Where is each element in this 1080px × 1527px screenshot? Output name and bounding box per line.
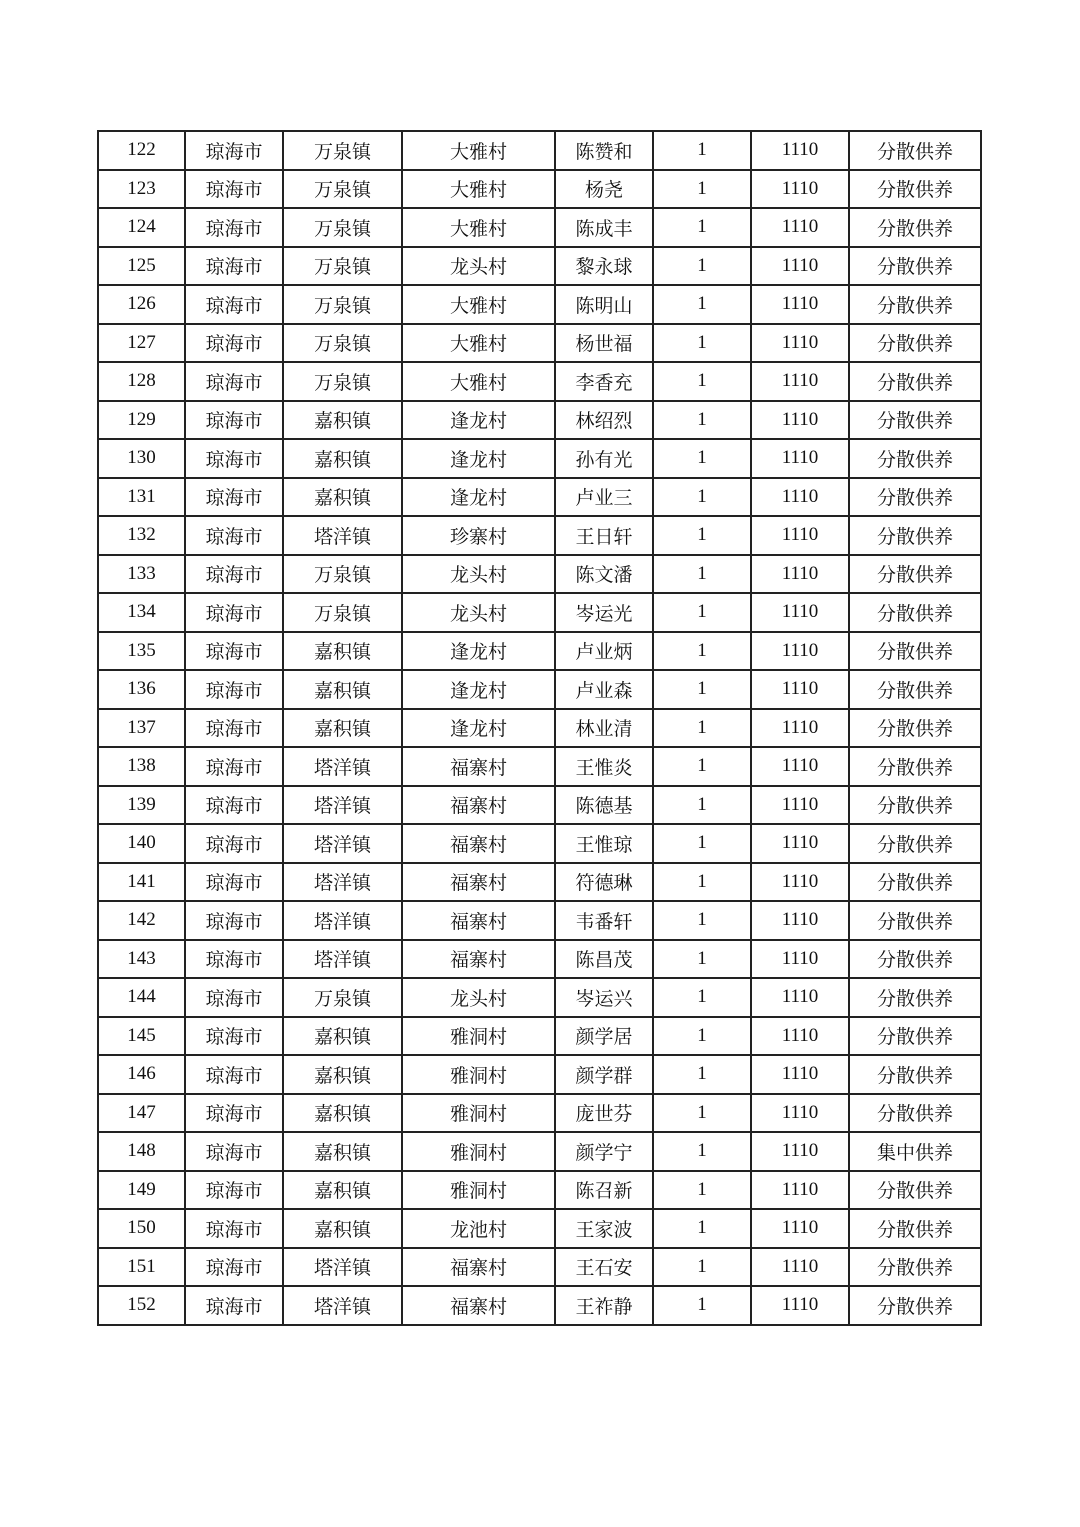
village-cell: 大雅村 bbox=[402, 362, 555, 401]
support-type-cell: 分散供养 bbox=[849, 1017, 981, 1056]
name-cell: 陈文潘 bbox=[555, 555, 653, 594]
village-cell: 大雅村 bbox=[402, 324, 555, 363]
town-cell: 嘉积镇 bbox=[283, 439, 402, 478]
row-index: 140 bbox=[98, 824, 185, 863]
name-cell: 韦番轩 bbox=[555, 901, 653, 940]
town-cell: 万泉镇 bbox=[283, 131, 402, 170]
table-row bbox=[98, 786, 981, 825]
support-type-cell: 分散供养 bbox=[849, 786, 981, 825]
village-cell: 大雅村 bbox=[402, 208, 555, 247]
town-cell: 塔洋镇 bbox=[283, 1248, 402, 1287]
table-row bbox=[98, 1094, 981, 1133]
amount-cell: 1110 bbox=[751, 362, 849, 401]
village-cell: 福寨村 bbox=[402, 786, 555, 825]
count-cell: 1 bbox=[653, 863, 751, 902]
row-index: 122 bbox=[98, 131, 185, 170]
row-index: 132 bbox=[98, 516, 185, 555]
city-cell: 琼海市 bbox=[185, 940, 283, 979]
count-cell: 1 bbox=[653, 901, 751, 940]
city-cell: 琼海市 bbox=[185, 1017, 283, 1056]
table-row bbox=[98, 978, 981, 1017]
row-index: 126 bbox=[98, 285, 185, 324]
name-cell: 卢业森 bbox=[555, 670, 653, 709]
village-cell: 福寨村 bbox=[402, 747, 555, 786]
name-cell: 杨尧 bbox=[555, 170, 653, 209]
count-cell: 1 bbox=[653, 170, 751, 209]
support-type-cell: 分散供养 bbox=[849, 401, 981, 440]
table-row bbox=[98, 670, 981, 709]
town-cell: 塔洋镇 bbox=[283, 863, 402, 902]
amount-cell: 1110 bbox=[751, 670, 849, 709]
amount-cell: 1110 bbox=[751, 901, 849, 940]
table-row bbox=[98, 1055, 981, 1094]
city-cell: 琼海市 bbox=[185, 439, 283, 478]
town-cell: 嘉积镇 bbox=[283, 632, 402, 671]
town-cell: 嘉积镇 bbox=[283, 1017, 402, 1056]
support-type-cell: 分散供养 bbox=[849, 208, 981, 247]
amount-cell: 1110 bbox=[751, 1171, 849, 1210]
count-cell: 1 bbox=[653, 1209, 751, 1248]
city-cell: 琼海市 bbox=[185, 786, 283, 825]
support-type-cell: 分散供养 bbox=[849, 324, 981, 363]
table-row bbox=[98, 439, 981, 478]
count-cell: 1 bbox=[653, 439, 751, 478]
name-cell: 陈成丰 bbox=[555, 208, 653, 247]
town-cell: 嘉积镇 bbox=[283, 670, 402, 709]
town-cell: 嘉积镇 bbox=[283, 1209, 402, 1248]
support-type-cell: 分散供养 bbox=[849, 1171, 981, 1210]
village-cell: 福寨村 bbox=[402, 1248, 555, 1287]
city-cell: 琼海市 bbox=[185, 170, 283, 209]
city-cell: 琼海市 bbox=[185, 285, 283, 324]
city-cell: 琼海市 bbox=[185, 593, 283, 632]
town-cell: 嘉积镇 bbox=[283, 1055, 402, 1094]
support-type-cell: 分散供养 bbox=[849, 632, 981, 671]
support-type-cell: 分散供养 bbox=[849, 247, 981, 286]
support-type-cell: 分散供养 bbox=[849, 747, 981, 786]
table-row bbox=[98, 709, 981, 748]
row-index: 145 bbox=[98, 1017, 185, 1056]
row-index: 129 bbox=[98, 401, 185, 440]
name-cell: 王日轩 bbox=[555, 516, 653, 555]
row-index: 131 bbox=[98, 478, 185, 517]
row-index: 124 bbox=[98, 208, 185, 247]
row-index: 147 bbox=[98, 1094, 185, 1133]
support-type-cell: 分散供养 bbox=[849, 670, 981, 709]
count-cell: 1 bbox=[653, 1017, 751, 1056]
table-row bbox=[98, 555, 981, 594]
support-type-cell: 分散供养 bbox=[849, 131, 981, 170]
amount-cell: 1110 bbox=[751, 285, 849, 324]
count-cell: 1 bbox=[653, 401, 751, 440]
village-cell: 逢龙村 bbox=[402, 632, 555, 671]
town-cell: 嘉积镇 bbox=[283, 709, 402, 748]
support-type-cell: 分散供养 bbox=[849, 978, 981, 1017]
support-type-cell: 分散供养 bbox=[849, 285, 981, 324]
table-row bbox=[98, 824, 981, 863]
row-index: 143 bbox=[98, 940, 185, 979]
row-index: 141 bbox=[98, 863, 185, 902]
town-cell: 塔洋镇 bbox=[283, 901, 402, 940]
village-cell: 珍寨村 bbox=[402, 516, 555, 555]
table-row bbox=[98, 401, 981, 440]
support-type-cell: 分散供养 bbox=[849, 1248, 981, 1287]
support-type-cell: 分散供养 bbox=[849, 593, 981, 632]
city-cell: 琼海市 bbox=[185, 901, 283, 940]
amount-cell: 1110 bbox=[751, 555, 849, 594]
village-cell: 龙池村 bbox=[402, 1209, 555, 1248]
name-cell: 黎永球 bbox=[555, 247, 653, 286]
village-cell: 福寨村 bbox=[402, 863, 555, 902]
town-cell: 万泉镇 bbox=[283, 247, 402, 286]
support-type-cell: 分散供养 bbox=[849, 478, 981, 517]
village-cell: 大雅村 bbox=[402, 170, 555, 209]
support-type-cell: 分散供养 bbox=[849, 1209, 981, 1248]
support-type-cell: 分散供养 bbox=[849, 940, 981, 979]
town-cell: 塔洋镇 bbox=[283, 747, 402, 786]
city-cell: 琼海市 bbox=[185, 1286, 283, 1325]
city-cell: 琼海市 bbox=[185, 1209, 283, 1248]
name-cell: 杨世福 bbox=[555, 324, 653, 363]
city-cell: 琼海市 bbox=[185, 747, 283, 786]
city-cell: 琼海市 bbox=[185, 362, 283, 401]
village-cell: 雅洞村 bbox=[402, 1171, 555, 1210]
row-index: 148 bbox=[98, 1132, 185, 1171]
name-cell: 王家波 bbox=[555, 1209, 653, 1248]
city-cell: 琼海市 bbox=[185, 401, 283, 440]
town-cell: 万泉镇 bbox=[283, 208, 402, 247]
town-cell: 万泉镇 bbox=[283, 324, 402, 363]
row-index: 151 bbox=[98, 1248, 185, 1287]
town-cell: 塔洋镇 bbox=[283, 1286, 402, 1325]
table-row bbox=[98, 863, 981, 902]
count-cell: 1 bbox=[653, 1094, 751, 1133]
amount-cell: 1110 bbox=[751, 1209, 849, 1248]
table-row bbox=[98, 593, 981, 632]
amount-cell: 1110 bbox=[751, 786, 849, 825]
row-index: 138 bbox=[98, 747, 185, 786]
name-cell: 颜学居 bbox=[555, 1017, 653, 1056]
city-cell: 琼海市 bbox=[185, 1094, 283, 1133]
name-cell: 陈召新 bbox=[555, 1171, 653, 1210]
table-row bbox=[98, 1132, 981, 1171]
amount-cell: 1110 bbox=[751, 478, 849, 517]
city-cell: 琼海市 bbox=[185, 1248, 283, 1287]
amount-cell: 1110 bbox=[751, 632, 849, 671]
row-index: 146 bbox=[98, 1055, 185, 1094]
amount-cell: 1110 bbox=[751, 747, 849, 786]
city-cell: 琼海市 bbox=[185, 863, 283, 902]
town-cell: 万泉镇 bbox=[283, 555, 402, 594]
table-row bbox=[98, 324, 981, 363]
count-cell: 1 bbox=[653, 208, 751, 247]
amount-cell: 1110 bbox=[751, 1248, 849, 1287]
support-type-cell: 分散供养 bbox=[849, 516, 981, 555]
table-row bbox=[98, 1171, 981, 1210]
town-cell: 万泉镇 bbox=[283, 362, 402, 401]
row-index: 125 bbox=[98, 247, 185, 286]
row-index: 130 bbox=[98, 439, 185, 478]
amount-cell: 1110 bbox=[751, 439, 849, 478]
row-index: 149 bbox=[98, 1171, 185, 1210]
support-type-cell: 分散供养 bbox=[849, 1094, 981, 1133]
town-cell: 塔洋镇 bbox=[283, 940, 402, 979]
count-cell: 1 bbox=[653, 1055, 751, 1094]
table-body bbox=[98, 131, 981, 1325]
city-cell: 琼海市 bbox=[185, 478, 283, 517]
village-cell: 龙头村 bbox=[402, 247, 555, 286]
count-cell: 1 bbox=[653, 285, 751, 324]
count-cell: 1 bbox=[653, 555, 751, 594]
name-cell: 陈明山 bbox=[555, 285, 653, 324]
village-cell: 福寨村 bbox=[402, 901, 555, 940]
name-cell: 王石安 bbox=[555, 1248, 653, 1287]
table-row bbox=[98, 632, 981, 671]
name-cell: 陈德基 bbox=[555, 786, 653, 825]
city-cell: 琼海市 bbox=[185, 632, 283, 671]
town-cell: 万泉镇 bbox=[283, 285, 402, 324]
table-row bbox=[98, 901, 981, 940]
city-cell: 琼海市 bbox=[185, 131, 283, 170]
town-cell: 塔洋镇 bbox=[283, 824, 402, 863]
name-cell: 卢业炳 bbox=[555, 632, 653, 671]
village-cell: 大雅村 bbox=[402, 285, 555, 324]
amount-cell: 1110 bbox=[751, 1094, 849, 1133]
name-cell: 林业清 bbox=[555, 709, 653, 748]
name-cell: 王祚静 bbox=[555, 1286, 653, 1325]
table-row bbox=[98, 747, 981, 786]
row-index: 137 bbox=[98, 709, 185, 748]
table-row bbox=[98, 362, 981, 401]
village-cell: 龙头村 bbox=[402, 555, 555, 594]
city-cell: 琼海市 bbox=[185, 824, 283, 863]
amount-cell: 1110 bbox=[751, 131, 849, 170]
name-cell: 陈昌茂 bbox=[555, 940, 653, 979]
row-index: 127 bbox=[98, 324, 185, 363]
town-cell: 嘉积镇 bbox=[283, 1094, 402, 1133]
name-cell: 岑运兴 bbox=[555, 978, 653, 1017]
count-cell: 1 bbox=[653, 709, 751, 748]
name-cell: 王惟琼 bbox=[555, 824, 653, 863]
table-row bbox=[98, 285, 981, 324]
table-row bbox=[98, 1017, 981, 1056]
support-type-cell: 集中供养 bbox=[849, 1132, 981, 1171]
table-row bbox=[98, 1248, 981, 1287]
name-cell: 陈赞和 bbox=[555, 131, 653, 170]
table-row bbox=[98, 1286, 981, 1325]
name-cell: 岑运光 bbox=[555, 593, 653, 632]
support-type-cell: 分散供养 bbox=[849, 863, 981, 902]
amount-cell: 1110 bbox=[751, 709, 849, 748]
count-cell: 1 bbox=[653, 247, 751, 286]
village-cell: 雅洞村 bbox=[402, 1017, 555, 1056]
support-type-cell: 分散供养 bbox=[849, 170, 981, 209]
village-cell: 雅洞村 bbox=[402, 1132, 555, 1171]
count-cell: 1 bbox=[653, 824, 751, 863]
city-cell: 琼海市 bbox=[185, 1055, 283, 1094]
amount-cell: 1110 bbox=[751, 824, 849, 863]
amount-cell: 1110 bbox=[751, 170, 849, 209]
village-cell: 逢龙村 bbox=[402, 709, 555, 748]
table-row bbox=[98, 1209, 981, 1248]
city-cell: 琼海市 bbox=[185, 709, 283, 748]
table-row bbox=[98, 478, 981, 517]
count-cell: 1 bbox=[653, 362, 751, 401]
support-type-cell: 分散供养 bbox=[849, 1055, 981, 1094]
town-cell: 万泉镇 bbox=[283, 978, 402, 1017]
row-index: 134 bbox=[98, 593, 185, 632]
row-index: 136 bbox=[98, 670, 185, 709]
village-cell: 逢龙村 bbox=[402, 401, 555, 440]
row-index: 150 bbox=[98, 1209, 185, 1248]
support-type-cell: 分散供养 bbox=[849, 1286, 981, 1325]
amount-cell: 1110 bbox=[751, 324, 849, 363]
amount-cell: 1110 bbox=[751, 978, 849, 1017]
support-type-cell: 分散供养 bbox=[849, 901, 981, 940]
amount-cell: 1110 bbox=[751, 593, 849, 632]
village-cell: 龙头村 bbox=[402, 978, 555, 1017]
town-cell: 塔洋镇 bbox=[283, 786, 402, 825]
row-index: 139 bbox=[98, 786, 185, 825]
town-cell: 嘉积镇 bbox=[283, 1171, 402, 1210]
town-cell: 嘉积镇 bbox=[283, 478, 402, 517]
count-cell: 1 bbox=[653, 1132, 751, 1171]
city-cell: 琼海市 bbox=[185, 247, 283, 286]
table-row bbox=[98, 170, 981, 209]
name-cell: 林绍烈 bbox=[555, 401, 653, 440]
city-cell: 琼海市 bbox=[185, 978, 283, 1017]
amount-cell: 1110 bbox=[751, 1017, 849, 1056]
support-type-cell: 分散供养 bbox=[849, 824, 981, 863]
name-cell: 王惟炎 bbox=[555, 747, 653, 786]
count-cell: 1 bbox=[653, 747, 751, 786]
row-index: 144 bbox=[98, 978, 185, 1017]
count-cell: 1 bbox=[653, 786, 751, 825]
city-cell: 琼海市 bbox=[185, 670, 283, 709]
village-cell: 逢龙村 bbox=[402, 670, 555, 709]
village-cell: 龙头村 bbox=[402, 593, 555, 632]
town-cell: 嘉积镇 bbox=[283, 401, 402, 440]
name-cell: 李香充 bbox=[555, 362, 653, 401]
town-cell: 塔洋镇 bbox=[283, 516, 402, 555]
name-cell: 庞世芬 bbox=[555, 1094, 653, 1133]
name-cell: 颜学宁 bbox=[555, 1132, 653, 1171]
town-cell: 万泉镇 bbox=[283, 170, 402, 209]
amount-cell: 1110 bbox=[751, 1286, 849, 1325]
table-row bbox=[98, 940, 981, 979]
count-cell: 1 bbox=[653, 593, 751, 632]
count-cell: 1 bbox=[653, 632, 751, 671]
count-cell: 1 bbox=[653, 940, 751, 979]
table-row bbox=[98, 208, 981, 247]
table-row bbox=[98, 247, 981, 286]
village-cell: 逢龙村 bbox=[402, 439, 555, 478]
city-cell: 琼海市 bbox=[185, 324, 283, 363]
amount-cell: 1110 bbox=[751, 516, 849, 555]
town-cell: 嘉积镇 bbox=[283, 1132, 402, 1171]
village-cell: 雅洞村 bbox=[402, 1094, 555, 1133]
amount-cell: 1110 bbox=[751, 401, 849, 440]
row-index: 128 bbox=[98, 362, 185, 401]
city-cell: 琼海市 bbox=[185, 516, 283, 555]
name-cell: 卢业三 bbox=[555, 478, 653, 517]
city-cell: 琼海市 bbox=[185, 1132, 283, 1171]
count-cell: 1 bbox=[653, 1171, 751, 1210]
row-index: 133 bbox=[98, 555, 185, 594]
row-index: 152 bbox=[98, 1286, 185, 1325]
support-type-cell: 分散供养 bbox=[849, 709, 981, 748]
table-row bbox=[98, 516, 981, 555]
support-type-cell: 分散供养 bbox=[849, 555, 981, 594]
village-cell: 福寨村 bbox=[402, 1286, 555, 1325]
count-cell: 1 bbox=[653, 324, 751, 363]
amount-cell: 1110 bbox=[751, 863, 849, 902]
table-row bbox=[98, 131, 981, 170]
count-cell: 1 bbox=[653, 1248, 751, 1287]
city-cell: 琼海市 bbox=[185, 208, 283, 247]
town-cell: 万泉镇 bbox=[283, 593, 402, 632]
name-cell: 孙有光 bbox=[555, 439, 653, 478]
count-cell: 1 bbox=[653, 978, 751, 1017]
count-cell: 1 bbox=[653, 478, 751, 517]
amount-cell: 1110 bbox=[751, 247, 849, 286]
row-index: 135 bbox=[98, 632, 185, 671]
amount-cell: 1110 bbox=[751, 940, 849, 979]
village-cell: 福寨村 bbox=[402, 824, 555, 863]
amount-cell: 1110 bbox=[751, 208, 849, 247]
name-cell: 符德琳 bbox=[555, 863, 653, 902]
amount-cell: 1110 bbox=[751, 1055, 849, 1094]
support-type-cell: 分散供养 bbox=[849, 439, 981, 478]
count-cell: 1 bbox=[653, 131, 751, 170]
row-index: 142 bbox=[98, 901, 185, 940]
count-cell: 1 bbox=[653, 670, 751, 709]
village-cell: 福寨村 bbox=[402, 940, 555, 979]
village-cell: 雅洞村 bbox=[402, 1055, 555, 1094]
count-cell: 1 bbox=[653, 516, 751, 555]
count-cell: 1 bbox=[653, 1286, 751, 1325]
city-cell: 琼海市 bbox=[185, 555, 283, 594]
name-cell: 颜学群 bbox=[555, 1055, 653, 1094]
support-type-cell: 分散供养 bbox=[849, 362, 981, 401]
village-cell: 逢龙村 bbox=[402, 478, 555, 517]
village-cell: 大雅村 bbox=[402, 131, 555, 170]
amount-cell: 1110 bbox=[751, 1132, 849, 1171]
recipients-table bbox=[97, 130, 982, 1326]
row-index: 123 bbox=[98, 170, 185, 209]
city-cell: 琼海市 bbox=[185, 1171, 283, 1210]
